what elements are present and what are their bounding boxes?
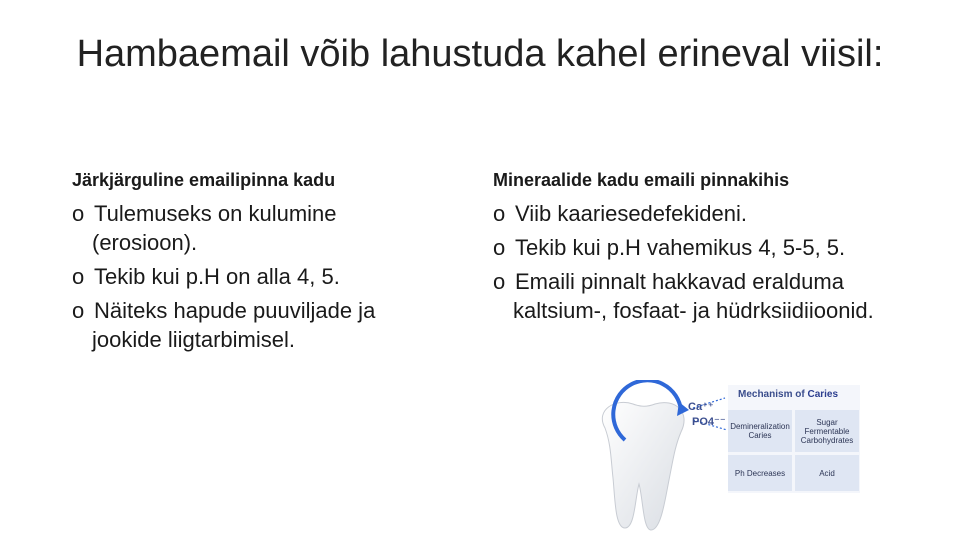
left-list (72, 199, 432, 354)
phosphate-ion-label: PO4⁻⁻ (692, 416, 726, 428)
calcium-ion-label: Ca⁺⁺ (688, 401, 714, 413)
slide-title: Hambaemail võib lahustuda kahel erineval viisil: (76, 33, 884, 75)
bullet-icon: o (72, 298, 85, 323)
bullet-icon: o (493, 201, 506, 226)
right-heading: Mineraalide kadu emaili pinnakihis (493, 170, 790, 190)
ph-decreases-cell: Ph Decreases (728, 455, 792, 491)
list-item: o Viib kaariesedefekideni. (493, 201, 747, 226)
demineralization-cell: Demineralization Caries (728, 410, 792, 452)
bullet-icon: o (72, 264, 85, 289)
bullet-icon: o (493, 269, 506, 294)
right-column (493, 170, 893, 330)
right-list (493, 199, 893, 325)
acid-cell: Acid (795, 455, 859, 491)
list-item: o Näiteks hapude puuviljade ja jookide liigtarbimisel. (72, 298, 376, 352)
list-item: o Emaili pinnalt hakkavad eralduma kaltsium-, fosfaat- ja hüdrksiidiioonid. (493, 269, 874, 323)
list-item: o Tekib kui p.H vahemikus 4, 5-5, 5. (493, 235, 846, 260)
bullet-icon: o (72, 201, 85, 226)
bullet-icon: o (493, 235, 506, 260)
list-item: o Tekib kui p.H on alla 4, 5. (72, 264, 340, 289)
sugar-cell: Sugar Fermentable Carbohydrates (795, 410, 859, 452)
left-column (72, 170, 432, 359)
mechanism-title: Mechanism of Caries (738, 389, 839, 400)
left-heading: Järkjärguline emailipinna kadu (72, 170, 336, 190)
list-item: o Tulemuseks on kulumine (erosioon). (72, 201, 337, 255)
